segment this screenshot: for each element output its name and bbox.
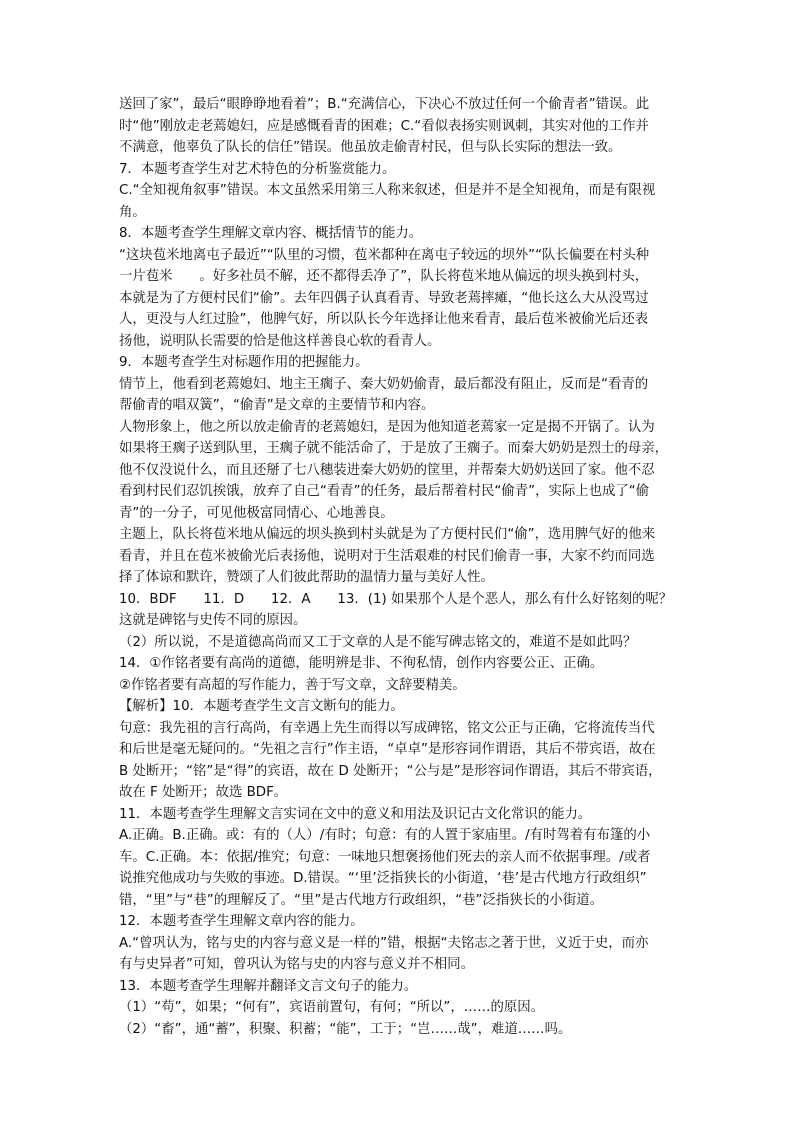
text-line: 看青，并且在苞米被偷光后表扬他，说明对于生活艰难的村民们偷青一事，大家不约而同选 (119, 548, 655, 564)
text-line: ②作铭者要有高超的写作能力，善于写文章，文辞要精美。 (119, 677, 466, 693)
text-line: 如果将王瘸子送到队里，王瘸子就不能活命了，于是放了王瘸子。而秦大奶奶是烈士的母亲， (119, 441, 669, 456)
analysis-heading: 【解析】10．本题考查学生文言文断句的能力。 (119, 699, 404, 714)
text-line: 说推究他成功与失败的事迹。D.错误。“‘里’泛指狭长的小街道，‘巷’是古代地方行政组织” (119, 871, 647, 886)
text-line: 人物形象上，他之所以放走偷青的老蔫媳妇，是因为他知道老蔫家一定是揭不开锅了。认为 (119, 419, 655, 435)
text-line: 句意：我先祖的言行高尚，有幸遇上先生而得以写成碑铭，铭文公正与正确，它将流传当代 (119, 720, 655, 736)
text-line: 扬他，说明队长需要的恰是他这样善良心软的看青人。 (119, 333, 441, 349)
answer-explanation-text (119, 94, 679, 1040)
text-line: （1）“苟”，如果；“何有”，宾语前置句，有何；“所以”，……的原因。 (119, 1000, 545, 1015)
text-line: 青”的一分子，可见他极富同情心、心地善良。 (119, 505, 394, 521)
question-heading: 8．本题考查学生理解文章内容、概括情节的能力。 (119, 226, 423, 241)
text-line: 看到村民们忍饥挨饿，放弃了自己“看青”的任务，最后帮着村民“偷青”，实际上也成了“偷 (119, 484, 650, 499)
question-heading: 12．本题考查学生理解文章内容的能力。 (119, 914, 364, 929)
text-line: 择了体谅和默许，赞颂了人们彼此帮助的温情力量与美好人性。 (119, 570, 494, 585)
text-line: 一片苞米 。好多社员不解，还不都得丢净了”，队长将苞米地从偏远的坝头换到村头， (119, 269, 649, 284)
question-heading: 7．本题考查学生对艺术特色的分析鉴赏能力。 (119, 161, 396, 177)
text-line: 人，更没与人红过脸”，他脾气好，所以队长今年选择让他来看青，最后苞米被偷光后还表 (119, 312, 649, 327)
text-line: 错，“里”与“巷”的理解反了。“里”是古代地方行政组织，“巷”泛指狭长的小街道。 (119, 892, 603, 908)
text-line: 帮偷青的唱双簧”，“偷青”是文章的主要情节和内容。 (119, 398, 435, 413)
question-heading: 9．本题考查学生对标题作用的把握能力。 (119, 355, 369, 370)
text-line: 时“他”刚放走老蔫媳妇，应是感慨看青的困难；C.“看似表扬实则讽刺，其实对他的工作并 (119, 118, 649, 134)
text-line: B 处断开；“铭”是“得”的宾语，故在 D 处断开；“公与是”是形容词作谓语，其后不带宾语， (119, 763, 662, 779)
text-line: 送回了家”，最后“眼睁睁地看着”；B.“充满信心，下决心不放过任何一个偷青者”错误。此 (119, 97, 650, 112)
text-line: 车。C.正确。本：依据/推究；句意：一味地只想褒扬他们死去的亲人而不依据事理。/或者 (119, 849, 651, 865)
question-heading: 11．本题考查学生理解文言实词在文中的意义和用法及识记古文化常识的能力。 (119, 806, 592, 822)
text-line: “这块苞米地离屯子最近”“队里的习惯，苞米都种在离屯子较远的坝外”“队长偏要在村头种 (119, 247, 650, 263)
text-line: 有与史异者”可知，曾巩认为铭与史的内容与意义并不相同。 (119, 957, 475, 972)
text-line: A.正确。B.正确。或：有的（人）/有时；句意：有的人置于家庙里。/有时驾着有布篷的小 (119, 828, 651, 843)
text-line: 主题上，队长将苞米地从偏远的坝头换到村头就是为了方便村民们“偷”，选用脾气好的他来 (119, 527, 656, 542)
text-line: 角。 (119, 204, 146, 220)
text-line: 和后世是毫无疑问的。“先祖之言行”作主语，“卓卓”是形容词作谓语，其后不带宾语，故在 (119, 742, 656, 757)
answer-key-line: 10．BDF 11．D 12．A 13．(1) 如果那个人是个恶人，那么有什么好铭刻的呢？ (119, 591, 673, 607)
text-line: 他不仅没说什么，而且还掰了七八穗装进秦大奶奶的筐里，并帮秦大奶奶送回了家。他不忍 (119, 462, 655, 478)
text-line: 情节上，他看到老蔫媳妇、地主王瘸子、秦大奶奶偷青，最后都没有阻止，反而是“看青的 (119, 376, 649, 392)
question-heading: 13．本题考查学生理解并翻译文言文句子的能力。 (119, 978, 418, 994)
text-line: 这就是碑铭与史传不同的原因。 (119, 613, 307, 628)
text-line: 不满意，他辜负了队长的信任”错误。他虽放走偷青村民，但与队长实际的想法一致。 (119, 140, 622, 155)
text-line: 故在 F 处断开；故选 BDF。 (119, 785, 288, 800)
answer-key-line: 14．①作铭者要有高尚的道德，能明辨是非、不徇私情，创作内容要公正、正确。 (119, 656, 604, 671)
text-line: （2）所以说，不是道德高尚而又工于文章的人是不能写碑志铭文的，难道不是如此吗？ (119, 634, 637, 650)
text-line: 本就是为了方便村民们“偷”。去年四偶子认真看青、导致老蔫摔瘫，“他长这么大从没骂过 (119, 290, 649, 306)
text-line: （2）“畜”，通“蓄”，积聚、积蓄；“能”，工于；“岂……哉”，难道……吗。 (119, 1021, 572, 1037)
text-line: A.“曾巩认为，铭与史的内容与意义是一样的”错，根据“夫铭志之著于世，义近于史，而亦 (119, 935, 649, 951)
text-line: C.“全知视角叙事”错误。本文虽然采用第三人称来叙述，但是并不是全知视角，而是有限视 (119, 183, 656, 198)
